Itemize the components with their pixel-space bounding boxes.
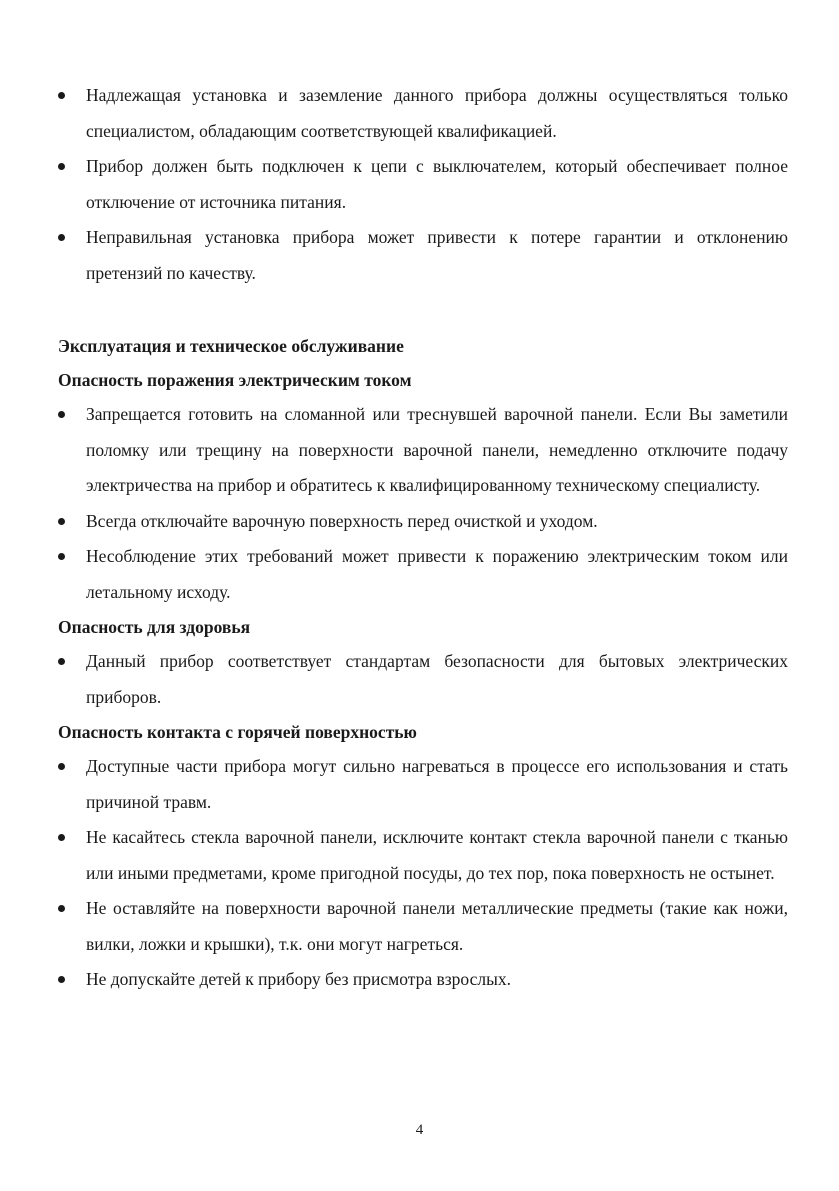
list-item bbox=[58, 504, 788, 540]
health-hazard-heading: Опасность для здоровья bbox=[58, 617, 251, 637]
list-item-text: Прибор должен быть подключен к цепи с выключателем, который обеспечивает полное отключение от источника питания. bbox=[86, 156, 788, 212]
list-item bbox=[58, 644, 788, 715]
bullet-icon bbox=[58, 234, 65, 241]
page-number: 4 bbox=[415, 1122, 424, 1138]
list-item-text: Не допускайте детей к прибору без присмотра взрослых. bbox=[86, 969, 511, 989]
list-item bbox=[58, 149, 788, 220]
list-item-text: Несоблюдение этих требований может привести к поражению электрическим током или летальному исходу. bbox=[86, 546, 788, 602]
list-item bbox=[58, 962, 788, 998]
electric-hazard-heading: Опасность поражения электрическим током bbox=[58, 370, 412, 390]
list-item-text: Неправильная установка прибора может привести к потере гарантии и отклонению претензий по качеству. bbox=[86, 227, 788, 283]
bullet-icon bbox=[58, 92, 65, 99]
installation-bullet-list bbox=[58, 78, 788, 291]
list-item-text: Доступные части прибора могут сильно нагреваться в процессе его использования и стать причиной травм. bbox=[86, 756, 788, 812]
list-item-text: Всегда отключайте варочную поверхность перед очисткой и уходом. bbox=[86, 510, 598, 531]
list-item bbox=[58, 78, 788, 149]
list-item bbox=[58, 891, 788, 962]
list-item bbox=[58, 820, 788, 891]
bullet-icon bbox=[58, 834, 65, 841]
list-item-text: Запрещается готовить на сломанной или треснувшей варочной панели. Если Вы заметили поломку или трещину на поверхности варочной панели, немедленно отключите подачу электричества на прибор и обратитесь к квалифицированному техническому специалисту. bbox=[86, 404, 788, 495]
bullet-icon bbox=[58, 763, 65, 770]
list-item bbox=[58, 539, 788, 610]
bullet-icon bbox=[58, 411, 65, 418]
list-item bbox=[58, 397, 788, 504]
bullet-icon bbox=[58, 163, 65, 170]
section-title: Эксплуатация и техническое обслуживание bbox=[58, 336, 404, 356]
page-content bbox=[58, 78, 788, 998]
section-spacer bbox=[58, 291, 788, 329]
bullet-icon bbox=[58, 553, 65, 560]
list-item-text: Данный прибор соответствует стандартам безопасности для бытовых электрических приборов. bbox=[86, 651, 788, 707]
list-item bbox=[58, 220, 788, 291]
hot-surface-list bbox=[58, 749, 788, 998]
electric-hazard-list bbox=[58, 397, 788, 610]
health-hazard-list bbox=[58, 644, 788, 715]
bullet-icon bbox=[58, 518, 65, 525]
bullet-icon bbox=[58, 658, 65, 665]
list-item-text: Не касайтесь стекла варочной панели, исключите контакт стекла варочной панели с тканью или иными предметами, кроме пригодной посуды, до тех пор, пока поверхность не остынет. bbox=[86, 827, 788, 883]
bullet-icon bbox=[58, 976, 65, 983]
list-item-text: Надлежащая установка и заземление данного прибора должны осуществляться только специалистом, обладающим соответствующей квалификацией. bbox=[86, 85, 788, 141]
list-item bbox=[58, 749, 788, 820]
bullet-icon bbox=[58, 905, 65, 912]
hot-surface-heading: Опасность контакта с горячей поверхностью bbox=[58, 722, 417, 742]
list-item-text: Не оставляйте на поверхности варочной панели металлические предметы (такие как ножи, вилки, ложки и крышки), т.к. они могут нагреться. bbox=[86, 898, 788, 954]
